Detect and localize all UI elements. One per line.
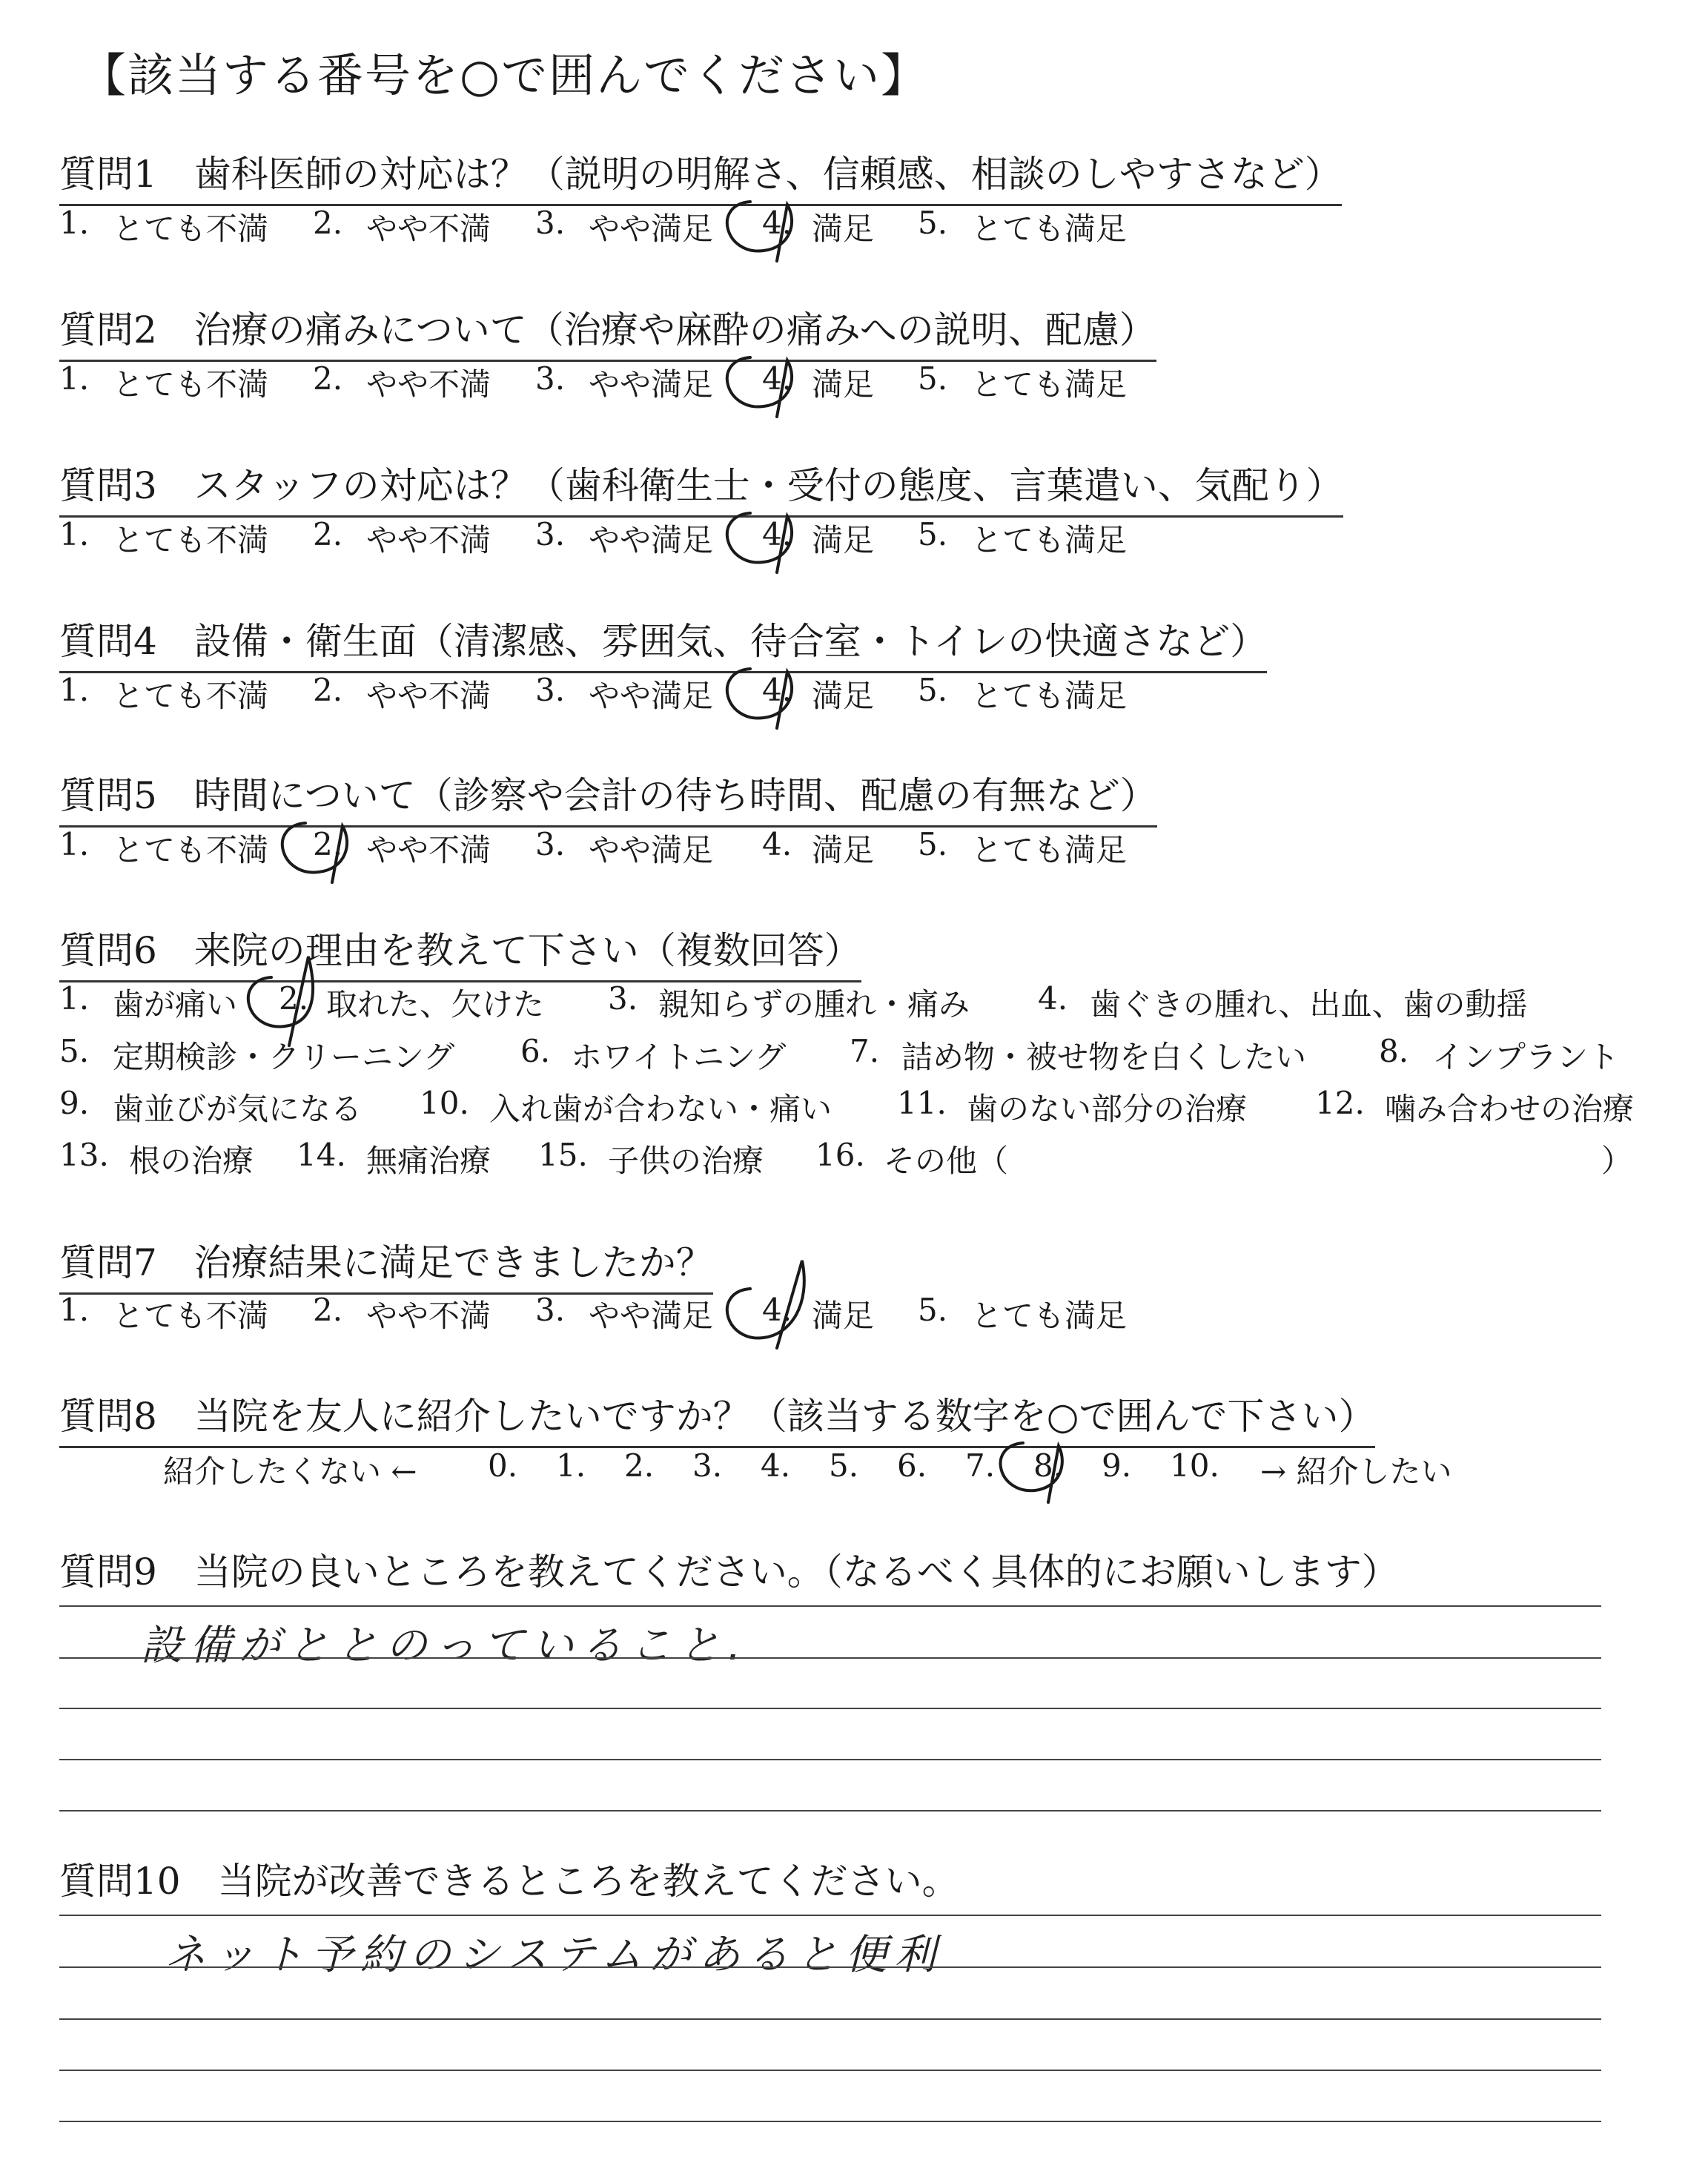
q5-title: 質問5 時間について（診察や会計の待ち時間、配慮の有無など） (59, 766, 1157, 828)
q2-option-1-num[interactable]: 1. (59, 360, 90, 397)
q6-option-10-num[interactable]: 10. (420, 1085, 469, 1121)
q4-option-3-num[interactable]: 3. (535, 672, 566, 708)
q3-option-1-label[interactable]: とても不満 (113, 522, 269, 558)
q6-option-16-label[interactable]: その他（ (884, 1143, 1009, 1179)
q7-option-3-label[interactable]: やや満足 (589, 1298, 714, 1334)
q1-title: 質問1 歯科医師の対応は？（説明の明解さ、信頼感、相談のしやすさなど） (59, 145, 1342, 206)
q6-option-8-num[interactable]: 8. (1379, 1033, 1409, 1069)
q5-selection-circle (282, 823, 347, 882)
q1-option-4-num[interactable]: 4. (762, 205, 792, 241)
q6-option-15-num[interactable]: 15. (538, 1137, 588, 1173)
q7-option-2-num[interactable]: 2. (313, 1292, 343, 1328)
q6-option-8-label[interactable]: インプラント (1432, 1039, 1620, 1075)
q1-option-3-label[interactable]: やや満足 (589, 211, 714, 247)
q8-selection-circle (1001, 1443, 1062, 1502)
q7-option-1-label[interactable]: とても不満 (113, 1298, 269, 1334)
q6-option-5-label[interactable]: 定期検診・クリーニング (113, 1039, 455, 1075)
q8-scale-5[interactable]: 5. (829, 1447, 859, 1484)
q4-option-1-label[interactable]: とても不満 (113, 678, 269, 714)
q2-option-5-num[interactable]: 5. (918, 360, 948, 397)
q3-option-2-label[interactable]: やや不満 (366, 522, 491, 558)
q6-option-4-label[interactable]: 歯ぐきの腫れ、出血、歯の動揺 (1090, 986, 1528, 1023)
q4-option-4-num[interactable]: 4. (762, 672, 792, 708)
q7-option-4-num[interactable]: 4. (762, 1292, 792, 1328)
q9-handwritten-answer[interactable]: 設備がととのっていること. (141, 1622, 749, 1670)
q2-option-4-label[interactable]: 満足 (812, 366, 875, 403)
q6-option-7-label[interactable]: 詰め物・被せ物を白くしたい (901, 1039, 1307, 1075)
q6-option-13-label[interactable]: 根の治療 (129, 1143, 254, 1179)
q5-option-1-label[interactable]: とても不満 (113, 832, 269, 868)
q2-option-2-label[interactable]: やや不満 (366, 366, 491, 403)
q6-option-3-label[interactable]: 親知らずの腫れ・痛み (658, 986, 970, 1023)
q2-title: 質問2 治療の痛みについて（治療や麻酔の痛みへの説明、配慮） (59, 300, 1156, 362)
q1-option-3-num[interactable]: 3. (535, 205, 566, 241)
q10-title: 質問10 当院が改善できるところを教えてください。 (59, 1860, 959, 1903)
q4-title: 質問4 設備・衛生面（清潔感、雰囲気、待合室・トイレの快適さなど） (59, 612, 1267, 673)
page-title: 【該当する番号を○で囲んでください】 (80, 48, 929, 102)
q2-option-4-num[interactable]: 4. (762, 360, 792, 397)
q8-scale-4[interactable]: 4. (761, 1447, 791, 1484)
q6-option-16-num[interactable]: 16. (815, 1137, 865, 1173)
q5-option-2-num[interactable]: 2. (313, 826, 343, 862)
q3-title: 質問3 スタッフの対応は？（歯科衛生士・受付の態度、言葉遣い、気配り） (59, 456, 1343, 518)
q2-option-5-label[interactable]: とても満足 (971, 366, 1128, 403)
q7-selection-circle (727, 1261, 804, 1348)
q4-option-4-label[interactable]: 満足 (812, 678, 875, 714)
q6-option-14-num[interactable]: 14. (297, 1137, 346, 1173)
q8-title: 質問8 当院を友人に紹介したいですか？（該当する数字を○で囲んで下さい） (59, 1387, 1375, 1448)
q2-option-2-num[interactable]: 2. (313, 360, 343, 397)
q8-scale-6[interactable]: 6. (897, 1447, 927, 1484)
q5-option-4-num[interactable]: 4. (762, 826, 792, 862)
q9-title: 質問9 当院の良いところを教えてください。（なるべく具体的にお願いします） (59, 1550, 1399, 1593)
q3-selection-circle (727, 513, 792, 572)
q8-left-label: 紹介したくない ← (163, 1453, 417, 1490)
q8-scale-10[interactable]: 10. (1170, 1447, 1219, 1484)
q6-option-1-num[interactable]: 1. (59, 980, 90, 1017)
q6-option-12-label[interactable]: 噛み合わせの治療 (1385, 1091, 1635, 1127)
q5-option-2-label[interactable]: やや不満 (366, 832, 491, 868)
q6-option-7-num[interactable]: 7. (850, 1033, 880, 1069)
q6-option-2-label[interactable]: 取れた、欠けた (326, 986, 545, 1023)
q2-option-1-label[interactable]: とても不満 (113, 366, 269, 403)
q7-option-3-num[interactable]: 3. (535, 1292, 566, 1328)
q6-option-11-num[interactable]: 11. (897, 1085, 947, 1121)
q6-option-9-label[interactable]: 歯並びが気になる (113, 1091, 363, 1127)
q5-option-5-num[interactable]: 5. (918, 826, 948, 862)
q1-option-1-label[interactable]: とても不満 (113, 211, 269, 247)
q2-selection-circle (727, 357, 792, 417)
q6-option-9-num[interactable]: 9. (59, 1085, 90, 1121)
q4-option-5-label[interactable]: とても満足 (971, 678, 1128, 714)
q1-option-4-label[interactable]: 満足 (812, 211, 875, 247)
q8-scale-1[interactable]: 1. (556, 1447, 586, 1484)
q5-option-4-label[interactable]: 満足 (812, 832, 875, 868)
q6-option-14-label[interactable]: 無痛治療 (366, 1143, 491, 1179)
q8-scale-9[interactable]: 9. (1102, 1447, 1132, 1484)
q3-option-4-num[interactable]: 4. (762, 516, 792, 552)
q6-option-6-num[interactable]: 6. (520, 1033, 551, 1069)
q4-option-1-num[interactable]: 1. (59, 672, 90, 708)
q6-other-close-paren: ） (1601, 1143, 1633, 1179)
q3-option-5-num[interactable]: 5. (918, 516, 948, 552)
q1-option-2-num[interactable]: 2. (313, 205, 343, 241)
q4-option-3-label[interactable]: やや満足 (589, 678, 714, 714)
q3-option-1-num[interactable]: 1. (59, 516, 90, 552)
q6-option-6-label[interactable]: ホワイトニング (571, 1039, 787, 1075)
q8-right-label: → 紹介したい (1260, 1453, 1452, 1490)
q2-option-3-num[interactable]: 3. (535, 360, 566, 397)
q6-option-11-label[interactable]: 歯のない部分の治療 (967, 1091, 1248, 1127)
q4-option-2-num[interactable]: 2. (313, 672, 343, 708)
q8-scale-7[interactable]: 7. (965, 1447, 996, 1484)
q6-option-4-num[interactable]: 4. (1038, 980, 1068, 1017)
q10-handwritten-answer[interactable]: ネット予約のシステムがあると便利 (165, 1931, 944, 1979)
q7-option-2-label[interactable]: やや不満 (366, 1298, 491, 1334)
q6-option-10-label[interactable]: 入れ歯が合わない・痛い (489, 1091, 833, 1127)
q6-option-3-num[interactable]: 3. (608, 980, 638, 1017)
q6-option-15-label[interactable]: 子供の治療 (608, 1143, 764, 1179)
q3-option-2-num[interactable]: 2. (313, 516, 343, 552)
q1-option-1-num[interactable]: 1. (59, 205, 90, 241)
q5-option-5-label[interactable]: とても満足 (971, 832, 1128, 868)
q3-option-5-label[interactable]: とても満足 (971, 522, 1128, 558)
q5-option-3-num[interactable]: 3. (535, 826, 566, 862)
q6-title: 質問6 来院の理由を教えて下さい（複数回答） (59, 921, 861, 982)
q4-option-5-num[interactable]: 5. (918, 672, 948, 708)
q5-option-1-num[interactable]: 1. (59, 826, 90, 862)
q4-selection-circle (727, 669, 792, 728)
q7-title: 質問7 治療結果に満足できましたか？ (59, 1233, 713, 1295)
q5-option-3-label[interactable]: やや満足 (589, 832, 714, 868)
q1-option-2-label[interactable]: やや不満 (366, 211, 491, 247)
q3-option-3-num[interactable]: 3. (535, 516, 566, 552)
q6-option-13-num[interactable]: 13. (59, 1137, 109, 1173)
q7-option-4-label[interactable]: 満足 (812, 1298, 875, 1334)
q3-option-4-label[interactable]: 満足 (812, 522, 875, 558)
q6-selection-circle (248, 957, 313, 1046)
q8-scale-8[interactable]: 8. (1033, 1447, 1064, 1484)
q8-scale-0[interactable]: 0. (488, 1447, 518, 1484)
q8-scale-3[interactable]: 3. (692, 1447, 723, 1484)
q1-selection-circle (727, 202, 792, 261)
q3-option-3-label[interactable]: やや満足 (589, 522, 714, 558)
q1-option-5-num[interactable]: 5. (918, 205, 948, 241)
q7-option-5-label[interactable]: とても満足 (971, 1298, 1128, 1334)
q7-option-1-num[interactable]: 1. (59, 1292, 90, 1328)
q6-option-5-num[interactable]: 5. (59, 1033, 90, 1069)
q2-option-3-label[interactable]: やや満足 (589, 366, 714, 403)
q6-option-1-label[interactable]: 歯が痛い (113, 986, 238, 1023)
q6-option-2-num[interactable]: 2. (279, 980, 309, 1017)
q7-option-5-num[interactable]: 5. (918, 1292, 948, 1328)
q6-option-12-num[interactable]: 12. (1315, 1085, 1365, 1121)
q8-scale-2[interactable]: 2. (624, 1447, 655, 1484)
q1-option-5-label[interactable]: とても満足 (971, 211, 1128, 247)
q4-option-2-label[interactable]: やや不満 (366, 678, 491, 714)
